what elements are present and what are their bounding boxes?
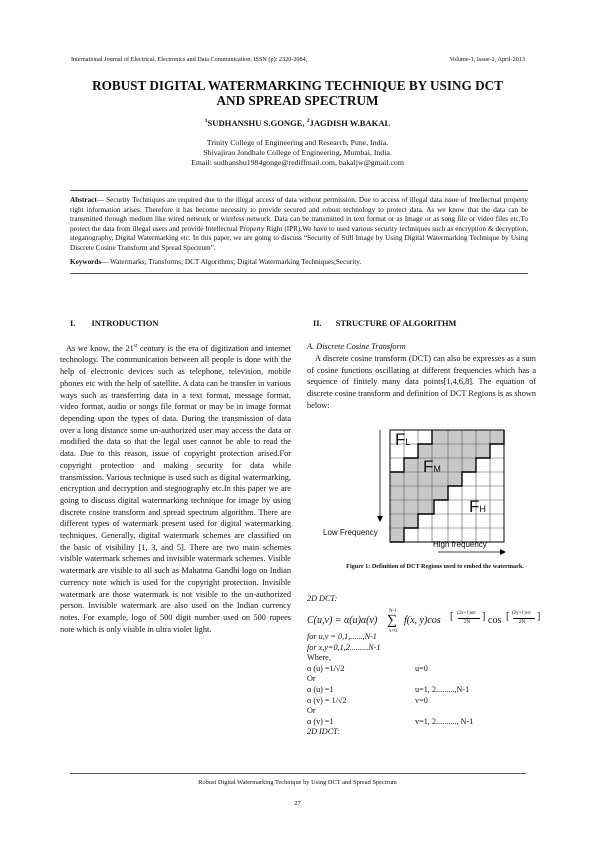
range-uv: for u,v = 0,1,......,N-1 <box>307 632 377 641</box>
intro-paragraph <box>60 341 291 635</box>
title-line-1: ROBUST DIGITAL WATERMARKING TECHNIQUE BY USING DCT <box>92 78 503 93</box>
low-frequency-label: Low Frequency <box>323 528 378 537</box>
keywords <box>70 258 528 266</box>
footer-rule <box>70 773 526 774</box>
section-1-number: I. <box>70 319 76 328</box>
fh-sub: H <box>479 504 486 514</box>
sum-upper: N-1 <box>389 609 397 614</box>
equation-conditions <box>307 632 473 738</box>
footer-text: Robust Digital Watermarking Technique by Using DCT and Spread Spectrum <box>198 779 397 786</box>
high-frequency-label: High frequency <box>433 540 487 549</box>
alpha-v-2-rhs: v=1, 2.........., N-1 <box>415 716 474 726</box>
author-1-sup: 1 <box>204 118 208 125</box>
frac1-den: 2N <box>464 620 471 625</box>
dct-paragraph: A discrete cosine transform (DCT) can also be expresses as a sum of cosine functions oscillating at different frequencies which has a sequence of finitely many data points[1,4,6,8]. The equation of discrete cosine transform and definition of DCT Regions is as shown below: <box>307 354 536 410</box>
journal-header: International Journal of Electrical, Electronics and Data Communication, ISSN (p): 2320-2084, <box>71 56 308 63</box>
alpha-u-row-2 <box>307 685 473 696</box>
rule-top <box>70 190 528 191</box>
alpha-v-1-rhs: v=0 <box>415 695 428 705</box>
or-2: Or <box>307 706 316 716</box>
fm-letter: F <box>423 457 434 476</box>
or-1: Or <box>307 674 316 684</box>
sigma-symbol: ∑ <box>387 613 397 628</box>
page-number: 27 <box>294 800 301 807</box>
alpha-u-2-rhs: u=1, 2.........,N-1 <box>415 684 470 694</box>
affiliation <box>40 138 555 168</box>
formula-cos2: cos <box>488 615 502 626</box>
formula-lhs: C(u,v) = α(u)α(v) <box>307 615 378 626</box>
alpha-u-row-1 <box>307 664 473 675</box>
where-label: Where, <box>307 653 331 663</box>
author-2-sup: 2 <box>306 118 310 125</box>
idct-label: 2D IDCT: <box>307 727 340 737</box>
fl-letter: F <box>395 430 406 449</box>
author-1: SUDHANSHU S.GONGE, <box>207 118 307 128</box>
frac2-den: 2N <box>519 620 526 625</box>
bracket-open-2: [ <box>506 611 510 622</box>
sum-lower: x=0 <box>389 629 397 634</box>
affiliation-line-2: Shivajirao Jondhale College of Engineering, Mumbai, India. <box>203 148 392 157</box>
section-1-heading <box>70 319 158 328</box>
section-1-title: INTRODUCTION <box>91 319 159 328</box>
section-2-heading <box>313 319 456 328</box>
abstract <box>70 196 528 254</box>
bracket-close-1: ] <box>482 611 486 622</box>
figure-caption: Figure 1: Definition of DCT Regions used to embed the watermark. <box>346 563 524 570</box>
frac2-num: (2y+1)vπ <box>512 611 531 616</box>
paper-title <box>40 78 555 108</box>
fh-letter: F <box>469 497 480 516</box>
frac2-bar <box>513 618 535 619</box>
alpha-v-1-lhs: α (v) = 1/√2 <box>307 695 347 705</box>
region-fh-label <box>469 497 486 517</box>
keywords-label: Keywords <box>70 258 102 266</box>
volume-header: Volume-1, Issue-2, April-2013 <box>449 56 525 63</box>
alpha-v-2-lhs: α (v) =1 <box>307 716 334 726</box>
fm-sub: M <box>433 464 441 474</box>
frac1-num: (2x+1)uπ <box>457 611 476 616</box>
affiliation-line-1: Trinity College of Engineering and Research, Pune, India. <box>206 138 389 147</box>
abstract-label: Abstract <box>70 196 97 204</box>
rule-bottom <box>70 273 528 274</box>
frac1-bar <box>458 618 480 619</box>
alpha-u-1-rhs: u=0 <box>415 663 428 673</box>
region-fl-label <box>395 430 410 450</box>
title-line-2: AND SPREAD SPECTRUM <box>216 93 379 108</box>
intro-text-a: As we know, the 21 <box>66 343 134 353</box>
alpha-u-2-lhs: α (u) =1 <box>307 684 334 694</box>
bracket-open-1: [ <box>450 611 454 622</box>
author-2: JAGDISH W.BAKAL <box>309 118 391 128</box>
dct-region-figure <box>318 418 528 564</box>
fl-sub: L <box>405 437 411 447</box>
alpha-u-1-lhs: α (u) =1/√2 <box>307 663 345 673</box>
bracket-close-2: ] <box>537 611 541 622</box>
affiliation-email: Email: sudhanshu1984gonge@rediffmail.com, bakaljw@gmail.com <box>191 158 404 167</box>
dct-label: 2D DCT: <box>307 594 338 603</box>
intro-sup: st <box>133 343 138 349</box>
keywords-text: — Watermarks; Transforms; DCT Algorithms; Digital Watermarking Techniques;Security. <box>101 258 362 266</box>
abstract-text: — Security Techniques are required due to the illegal access of data without permission. Due to access of illegal data issue of Intellectual property right information arises. Therefore it has become necessity to provide secured and robust technology to protect data. As we know that the data can be transmitted through medium like wired network or wireless network. Data can be transmitted in text format or as Image or as song file or video files etc.To protect the data from illegal users and provide Intellectual Property Right (IPR),We have to used various security techniques such as encryption & decryption, steganography, Digital Watermarking etc. In this paper, we are going to discuss “Security of Still Image by Using Digital Watermarking Technique by Using Discrete Cosine Transform and Spread Spectrum”. <box>70 196 528 252</box>
subsection-a: A. Discrete Cosine Transform <box>307 342 406 351</box>
alpha-v-row-1 <box>307 696 473 707</box>
alpha-v-row-2 <box>307 717 473 728</box>
intro-text-b: century is the era of digitization and internet technology. The communication between all people is done with the help of electronic devices such as telephone, television, mobile phones etc with the help of satellite. A data can be transfer in various ways such as transferring data in a text format, message format, video format, audio or songs file format or may be in image format depending upon the types of data. During the transmission of data over a long distance some un-authorized user may access the data or modified the data so that the legal user cannot be able to read the data. Due to this reason, issue of copyright protection arised.For copyright protection and making security for data while transmission. Various technique is used such as digital watermarking, encryption and decryption and stegnography etc.In this paper we are going to discuss digital watermarking technique for image by using discrete cosine transform and spread spectrum algorithm. There are different types of watermark present used for digital watermarking techniques. Generally, digital watermark schemes are classified on the basic of visibility [1, 3, and 5]. There are two main schemes visible watermark schemes and invisible watermark schemes. Visible watermark are visible to all such as Mahatma Gandhi logo on Indian currency note which is used for the copyright protection. Invisible watermark are those watermark is not visible to the un-authorized person. Invisible watermark are also used on the Indian currency notes. For example, logo of 500 digit number used on 500 rupees note which is only visible in ultra violet light. <box>60 343 291 634</box>
section-2-title: STRUCTURE OF ALGORITHM <box>335 319 457 328</box>
formula-f: f(x, y)cos <box>404 615 441 626</box>
region-fm-label <box>423 457 441 477</box>
range-xy: for x,y=0,1,2.........N-1 <box>307 642 381 652</box>
section-2-number: II. <box>313 319 322 328</box>
authors <box>40 118 555 128</box>
